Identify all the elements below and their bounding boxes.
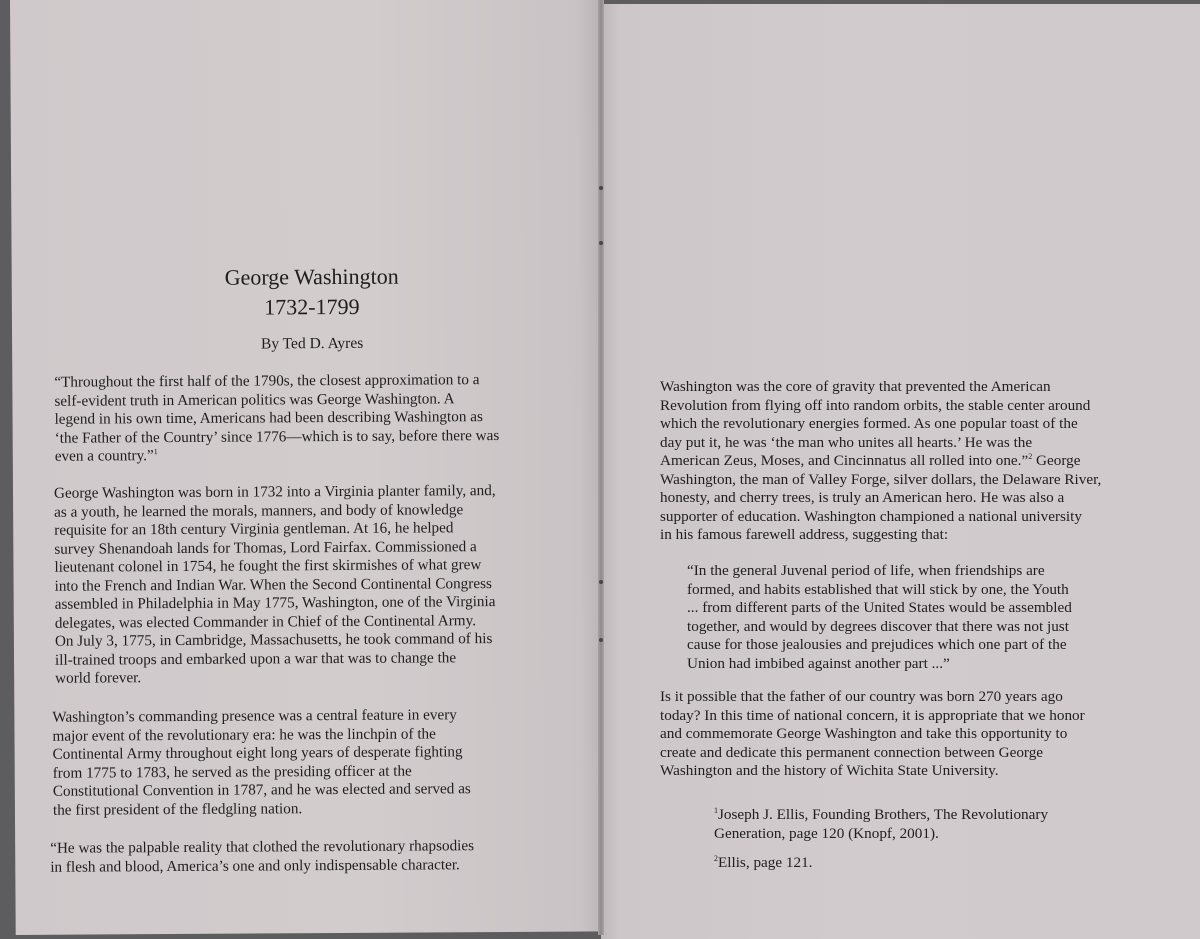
paragraph-text: George Washington, the man of Valley Forge, silver dollars, the Delaware River, honesty, and cherry trees, is truly an American hero. He was also a supporter of education. Washington championed a national university in his famous farewell address, suggesting that: [660, 452, 1102, 543]
footnote-number: 2 [714, 853, 718, 863]
footnote-number: 1 [714, 805, 718, 815]
page-title: George Washington [224, 263, 399, 290]
book-gutter [598, 0, 604, 935]
presence-paragraph: Washington’s commanding presence was a central feature in every major event of the revolutionary era: he was the linchpin of the Continental Army throughout eight long years of desperate fighting from 1775 to 1783, he served as the presiding officer at the Constitutional Convention in 1787, and he was elected and served as the first president of the fledgling nation. [52, 706, 471, 819]
staple-mark [599, 638, 603, 642]
staple-mark [599, 241, 603, 245]
footnote-text: Joseph J. Ellis, Founding Brothers, The Revolutionary Generation, page 120 (Knopf, 2001). [714, 806, 1049, 842]
left-page [10, 0, 606, 935]
footnote-marker: 1 [153, 447, 158, 457]
staple-mark [599, 580, 603, 584]
right-paragraph-2: Is it possible that the father of our country was born 270 years ago today? In this time of national concern, it is appropriate that we honor and commemorate George Washington and take this opportunity to create and dedicate this permanent connection between George Washington and the history of Wichita State University. [660, 688, 1085, 779]
footnote-2 [714, 854, 1174, 873]
right-page [601, 4, 1200, 939]
right-paragraph-1 [660, 378, 1190, 545]
paragraph-text: Washington was the core of gravity that prevented the American Revolution from flying off into random orbits, the stable center around which the revolutionary energies formed. As one popular toast of the day put it, he was ‘the man who unites all hearts.’ He was the American Zeus, Moses, and Cincinnatus all rolled into one.” [660, 378, 1091, 469]
staple-mark [599, 186, 603, 190]
life-dates: 1732-1799 [264, 293, 360, 320]
biography-paragraph: George Washington was born in 1732 into a Virginia planter family, and, as a youth, he learned the morals, manners, and body of knowledge requisite for an 18th century Virginia gentleman. At 16, he helped survey Shenandoah lands for Thomas, Lord Fairfax. Commissioned a lieutenant colonel in 1754, he fought the first skirmishes of what grew into the French and Indian War. When the Second Continental Congress assembled in Philadelphia in May 1775, Washington, one of the Virginia delegates, was elected Commander in Chief of the Continental Army. On July 3, 1775, in Cambridge, Massachusetts, he took command of his ill-trained troops and embarked upon a war that was to change the world forever. [53, 482, 496, 687]
closing-quote-paragraph: “He was the palpable reality that clothed the revolutionary rhapsodies in flesh and blood, America’s one and only indispensable character. [50, 837, 475, 876]
byline: By Ted D. Ayres [260, 334, 364, 353]
farewell-address-quote: “In the general Juvenal period of life, when friendships are formed, and habits established that will stick by one, the Youth ... from different parts of the United States would be assembled together, and would by degrees discover that there was not just cause for those jealousies and prejudices which one part of the Union had imbibed against another part ...” [687, 562, 1072, 672]
opening-quote-paragraph [54, 371, 575, 467]
footnote-1 [714, 806, 1174, 843]
footnote-text: Ellis, page 121. [718, 854, 813, 871]
footnote-marker: 2 [1028, 451, 1033, 461]
paragraph-text: “Throughout the first half of the 1790s, the closest approximation to a self-evident truth in American politics was George Washington. A legend in his own time, Americans had been describing Washington as ‘the Father of the Country’ since 1776—which is to say, before there was even a country.” [54, 371, 500, 465]
